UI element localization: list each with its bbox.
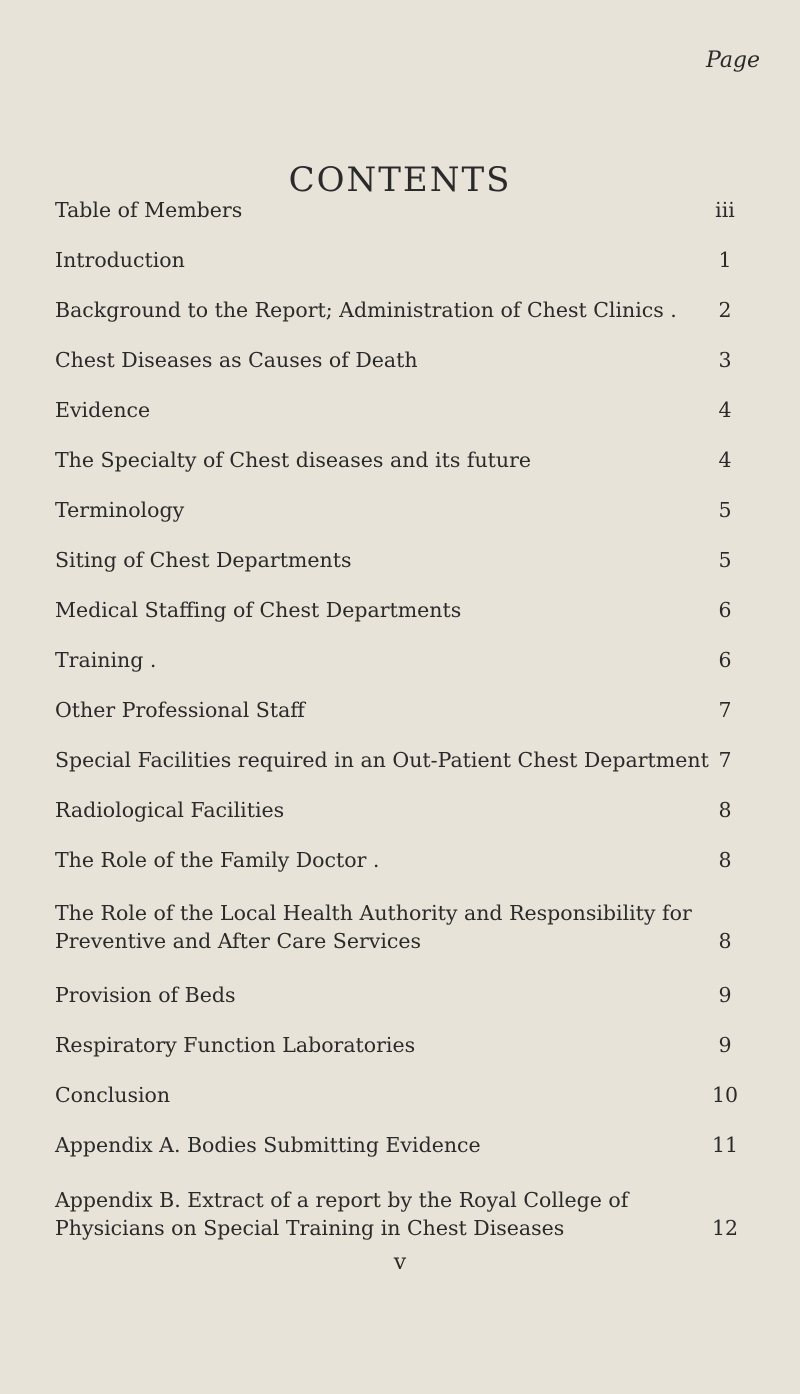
toc-entry-title: The Specialty of Chest diseases and its future bbox=[55, 448, 532, 472]
toc-entry-page: 8 bbox=[718, 848, 732, 872]
toc-entry-page: 6 bbox=[718, 598, 732, 622]
toc-entry-title: Introduction bbox=[55, 248, 185, 272]
toc-entry-title: Siting of Chest Departments bbox=[55, 548, 352, 572]
toc-entry-title: Other Professional Staff bbox=[55, 698, 305, 722]
toc-entry-title: Radiological Facilities bbox=[55, 798, 285, 822]
toc-entry-title-continued: Physicians on Special Training in Chest Diseases bbox=[55, 1216, 565, 1240]
toc-entry-page: 11 bbox=[711, 1133, 739, 1157]
page-title: CONTENTS bbox=[288, 160, 512, 200]
toc-entry-title: Evidence bbox=[55, 398, 151, 422]
toc-entry-page: 5 bbox=[718, 548, 732, 572]
toc-entry-title: Chest Diseases as Causes of Death bbox=[55, 348, 418, 372]
toc-entry-page: iii bbox=[715, 198, 735, 222]
toc-entry-page: 7 bbox=[718, 748, 732, 772]
toc-entry-title: Medical Staffing of Chest Departments bbox=[55, 598, 462, 622]
toc-entry-page: 4 bbox=[718, 398, 732, 422]
toc-entry-title: Appendix A. Bodies Submitting Evidence bbox=[55, 1133, 481, 1157]
toc-entry-title: Conclusion bbox=[55, 1083, 171, 1107]
toc-entry-page: 4 bbox=[718, 448, 732, 472]
toc-entry-title: Special Facilities required in an Out-Patient Chest Department bbox=[55, 748, 709, 772]
toc-entry-page: 12 bbox=[711, 1216, 739, 1240]
toc-entry-page: 5 bbox=[718, 498, 732, 522]
toc-entry-page: 9 bbox=[718, 983, 732, 1007]
toc-entry-page: 1 bbox=[718, 248, 732, 272]
toc-entry-page: 9 bbox=[718, 1033, 732, 1057]
toc-entry-title: Respiratory Function Laboratories bbox=[55, 1033, 416, 1057]
toc-entry-page: 8 bbox=[718, 798, 732, 822]
toc-entry-title: The Role of the Local Health Authority and Responsibility for bbox=[55, 901, 692, 925]
toc-entry-page: 6 bbox=[718, 648, 732, 672]
toc-entry-title: The Role of the Family Doctor . bbox=[55, 848, 380, 872]
page-number-footer: v bbox=[393, 1250, 407, 1275]
toc-entry-page: 3 bbox=[718, 348, 732, 372]
toc-entry-title: Appendix B. Extract of a report by the Royal College of bbox=[55, 1188, 629, 1212]
toc-entry-title-continued: Preventive and After Care Services bbox=[55, 929, 422, 953]
page-column-header: Page bbox=[706, 48, 761, 73]
toc-entry-title: Table of Members bbox=[55, 198, 243, 222]
toc-entry-title: Provision of Beds bbox=[55, 983, 236, 1007]
toc-entry-title: Training . bbox=[55, 648, 157, 672]
toc-entry-page: 10 bbox=[711, 1083, 739, 1107]
toc-entry-title: Terminology bbox=[55, 498, 185, 522]
toc-entry-title: Background to the Report; Administration of Chest Clinics . bbox=[55, 298, 677, 322]
toc-entry-page: 7 bbox=[718, 698, 732, 722]
toc-entry-page: 2 bbox=[718, 298, 732, 322]
toc-entry-page: 8 bbox=[718, 929, 732, 953]
